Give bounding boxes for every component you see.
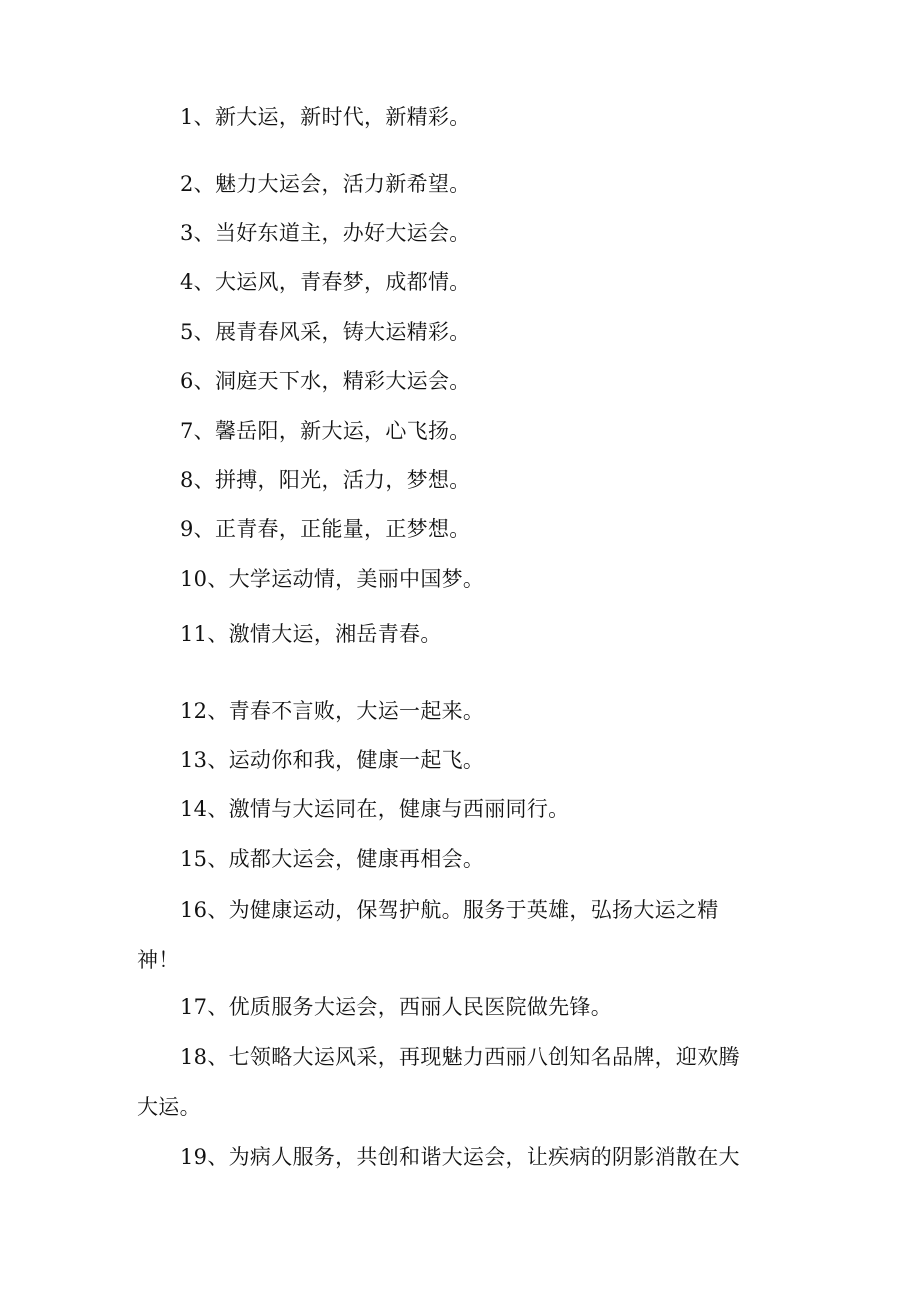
slogan-line-16-continued: 神！: [137, 948, 180, 972]
slogan-line-14: 14、激情与大运同在，健康与西丽同行。: [180, 797, 570, 821]
slogan-line-10: 10、大学运动情，美丽中国梦。: [180, 567, 485, 591]
slogan-line-9: 9、正青春，正能量，正梦想。: [180, 517, 471, 541]
slogan-line-19: 19、为病人服务，共创和谐大运会，让疾病的阴影消散在大: [180, 1145, 740, 1169]
slogan-line-3: 3、当好东道主，办好大运会。: [180, 221, 471, 245]
slogan-line-7: 7、馨岳阳，新大运，心飞扬。: [180, 419, 471, 443]
slogan-line-8: 8、拼搏，阳光，活力，梦想。: [180, 468, 471, 492]
slogan-line-16: 16、为健康运动，保驾护航。服务于英雄，弘扬大运之精: [180, 898, 719, 922]
slogan-line-5: 5、展青春风采，铸大运精彩。: [180, 320, 471, 344]
slogan-line-13: 13、运动你和我，健康一起飞。: [180, 748, 485, 772]
slogan-line-18-continued: 大运。: [137, 1095, 201, 1119]
slogan-line-6: 6、洞庭天下水，精彩大运会。: [180, 369, 471, 393]
slogan-line-2: 2、魅力大运会，活力新希望。: [180, 172, 471, 196]
slogan-line-11: 11、激情大运，湘岳青春。: [180, 622, 442, 646]
slogan-line-12: 12、青春不言败，大运一起来。: [180, 699, 485, 723]
slogan-line-4: 4、大运风，青春梦，成都情。: [180, 270, 471, 294]
slogan-line-1: 1、新大运，新时代，新精彩。: [180, 105, 471, 129]
slogan-line-15: 15、成都大运会，健康再相会。: [180, 847, 485, 871]
slogan-line-17: 17、优质服务大运会，西丽人民医院做先锋。: [180, 995, 613, 1019]
slogan-line-18: 18、七领略大运风采，再现魅力西丽八创知名品牌，迎欢腾: [180, 1045, 740, 1069]
